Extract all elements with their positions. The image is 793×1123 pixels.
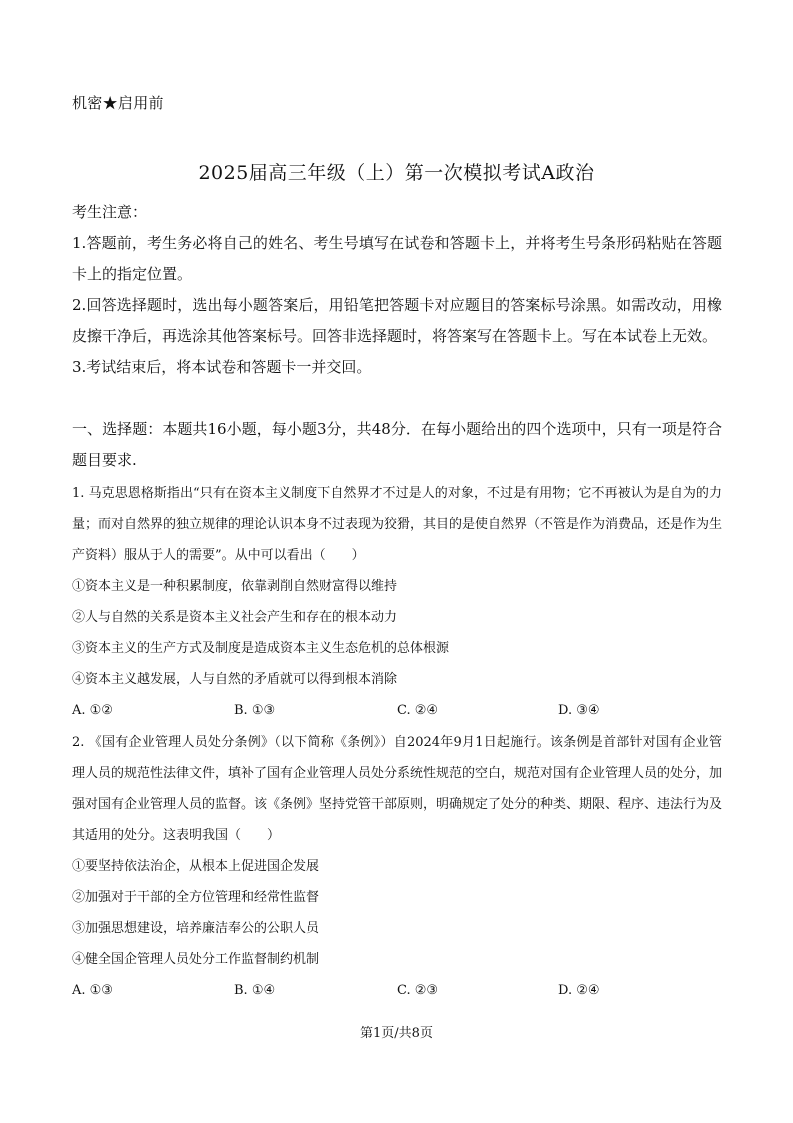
statement: ①资本主义是一种积累制度，依靠剥削自然财富得以维持 xyxy=(72,579,398,594)
statement: ④资本主义越发展，人与自然的矛盾就可以得到根本消除 xyxy=(72,672,398,687)
notes-heading: 考生注意： xyxy=(72,203,148,221)
section-intro: 一、选择题：本题共16小题，每小题3分，共48分．在每小题给出的四个选项中，只有一项是符合题目要求. xyxy=(72,420,722,469)
candidate-notes xyxy=(72,197,722,383)
answer-options xyxy=(72,975,722,1006)
option-b: B. ①③ xyxy=(234,703,276,718)
statement: ①要坚持依法治企，从根本上促进国企发展 xyxy=(72,859,320,874)
option-a: A. ①② xyxy=(72,703,113,718)
option-b: B. ①④ xyxy=(234,983,276,998)
exam-title: 2025届高三年级（上）第一次模拟考试A政治 xyxy=(198,162,595,184)
option-d: D. ②④ xyxy=(558,983,600,998)
option-a: A. ①③ xyxy=(72,983,113,998)
statement: ②加强对于干部的全方位管理和经常性监督 xyxy=(72,890,320,905)
answer-options xyxy=(72,695,722,726)
notes-item: 2.回答选择题时，选出每小题答案后，用铅笔把答题卡对应题目的答案标号涂黑。如需改动，用橡皮擦干净后，再选涂其他答案标号。回答非选择题时，将答案写在答题卡上。写在本试卷上无效。 xyxy=(72,296,722,345)
section-instructions xyxy=(72,414,722,476)
confidential-label: 机密★启用前 xyxy=(72,94,164,112)
statement: ④健全国企管理人员处分工作监督制约机制 xyxy=(72,952,320,967)
statement: ③加强思想建设，培养廉洁奉公的公职人员 xyxy=(72,921,320,936)
question-stem: 1. 马克思恩格斯指出“只有在资本主义制度下自然界才不过是人的对象，不过是有用物；它不再被认为是自为的力量；而对自然界的独立规律的理论认识本身不过表现为狡猾，其目的是使自然界（不管是作为消费品，还是作为生产资料）服从于人的需要”。从中可以看出（ ） xyxy=(72,486,723,563)
question-2 xyxy=(72,727,722,1006)
statement: ②人与自然的关系是资本主义社会产生和存在的根本动力 xyxy=(72,610,398,625)
question-stem: 2. 《国有企业管理人员处分条例》（以下简称《条例》）自2024年9月1日起施行。该条例是首部针对国有企业管理人员的规范性法律文件，填补了国有企业管理人员处分系统性规范的空白，规范对国有企业管理人员的处分，加强对国有企业管理人员的监督。该《条例》坚持党管干部原则，明确规定了处分的种类、期限、程序、违法行为及其适用的处分。这表明我国（ ） xyxy=(72,735,723,843)
statement: ③资本主义的生产方式及制度是造成资本主义生态危机的总体根源 xyxy=(72,641,450,656)
page-number: 第1页/共8页 xyxy=(360,1026,433,1041)
option-c: C. ②③ xyxy=(397,983,439,998)
option-c: C. ②④ xyxy=(397,703,439,718)
option-d: D. ③④ xyxy=(558,703,600,718)
notes-item: 1.答题前，考生务必将自己的姓名、考生号填写在试卷和答题卡上，并将考生号条形码粘贴在答题卡上的指定位置。 xyxy=(72,234,722,283)
question-1 xyxy=(72,478,722,726)
notes-item: 3.考试结束后，将本试卷和答题卡一并交回。 xyxy=(72,358,372,376)
